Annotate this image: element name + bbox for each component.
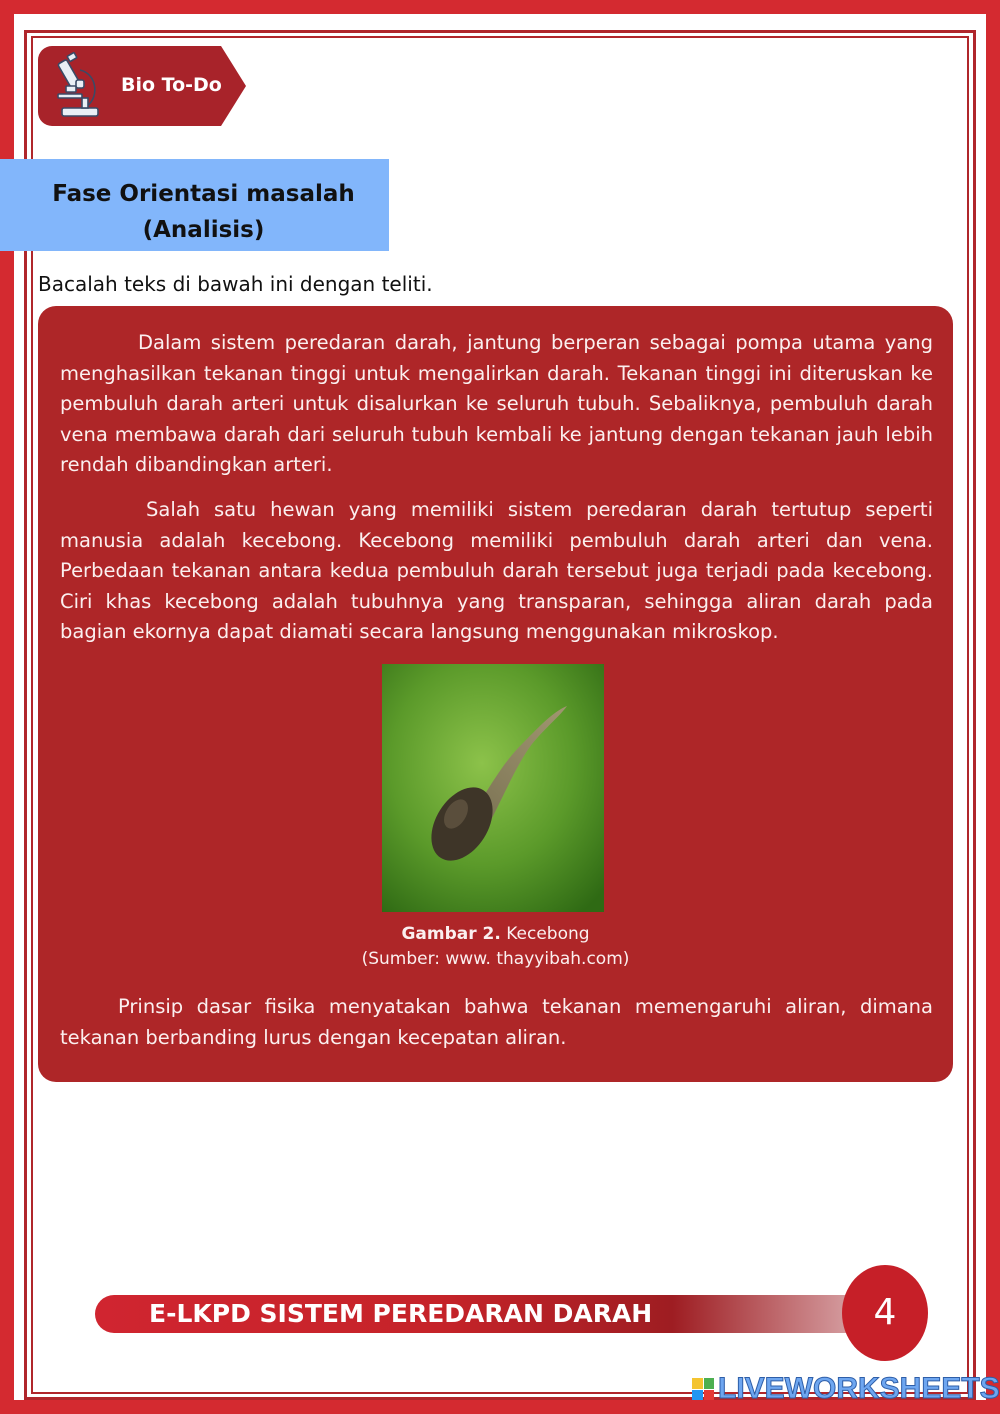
- liveworksheets-watermark: [692, 1372, 1000, 1406]
- watermark-text: LIVEWORKSHEETS: [718, 1372, 1000, 1405]
- liveworksheets-logo-icon: [692, 1378, 714, 1400]
- figure-source: (Sumber: www. thayyibah.com): [361, 949, 630, 969]
- instruction-text: Bacalah teks di bawah ini dengan teliti.: [38, 272, 433, 296]
- footer-title: E-LKPD SISTEM PEREDARAN DARAH: [149, 1299, 653, 1328]
- microscope-icon: [54, 50, 106, 122]
- figure-label: Gambar 2.: [401, 924, 501, 944]
- paragraph-1: Dalam sistem peredaran darah, jantung berperan sebagai pompa utama yang menghasilkan tekanan tinggi untuk mengalirkan darah. Tekanan tinggi ini diteruskan ke pembuluh darah arteri untuk disalurkan ke seluruh tubuh. Sebaliknya, pembuluh darah vena membawa darah dari seluruh tubuh kembali ke jantung dengan tekanan jauh lebih rendah dibandingkan arteri.: [60, 331, 933, 476]
- paragraph-3: Prinsip dasar fisika menyatakan bahwa tekanan memengaruhi aliran, dimana tekanan berbanding lurus dengan kecepatan aliran.: [60, 995, 933, 1049]
- phase-title: Fase Orientasi masalah: [52, 181, 355, 207]
- page-number: 4: [842, 1265, 928, 1361]
- reading-card: [38, 306, 953, 1082]
- badge-label: Bio To-Do: [121, 74, 222, 96]
- tadpole-photo: [382, 664, 604, 912]
- paragraph-2: Salah satu hewan yang memiliki sistem peredaran darah tertutup seperti manusia adalah kecebong. Kecebong memiliki pembuluh darah arteri dan vena. Perbedaan tekanan antara kedua pembuluh darah tersebut juga terjadi pada kecebong. Ciri khas kecebong adalah tubuhnya yang transparan, sehingga aliran darah pada bagian ekornya dapat diamati secara langsung menggunakan mikroskop.: [60, 498, 933, 643]
- phase-subtitle: (Analisis): [142, 217, 265, 243]
- phase-header: [0, 159, 389, 251]
- figure-caption: [38, 922, 953, 947]
- figure-title: Kecebong: [506, 924, 590, 944]
